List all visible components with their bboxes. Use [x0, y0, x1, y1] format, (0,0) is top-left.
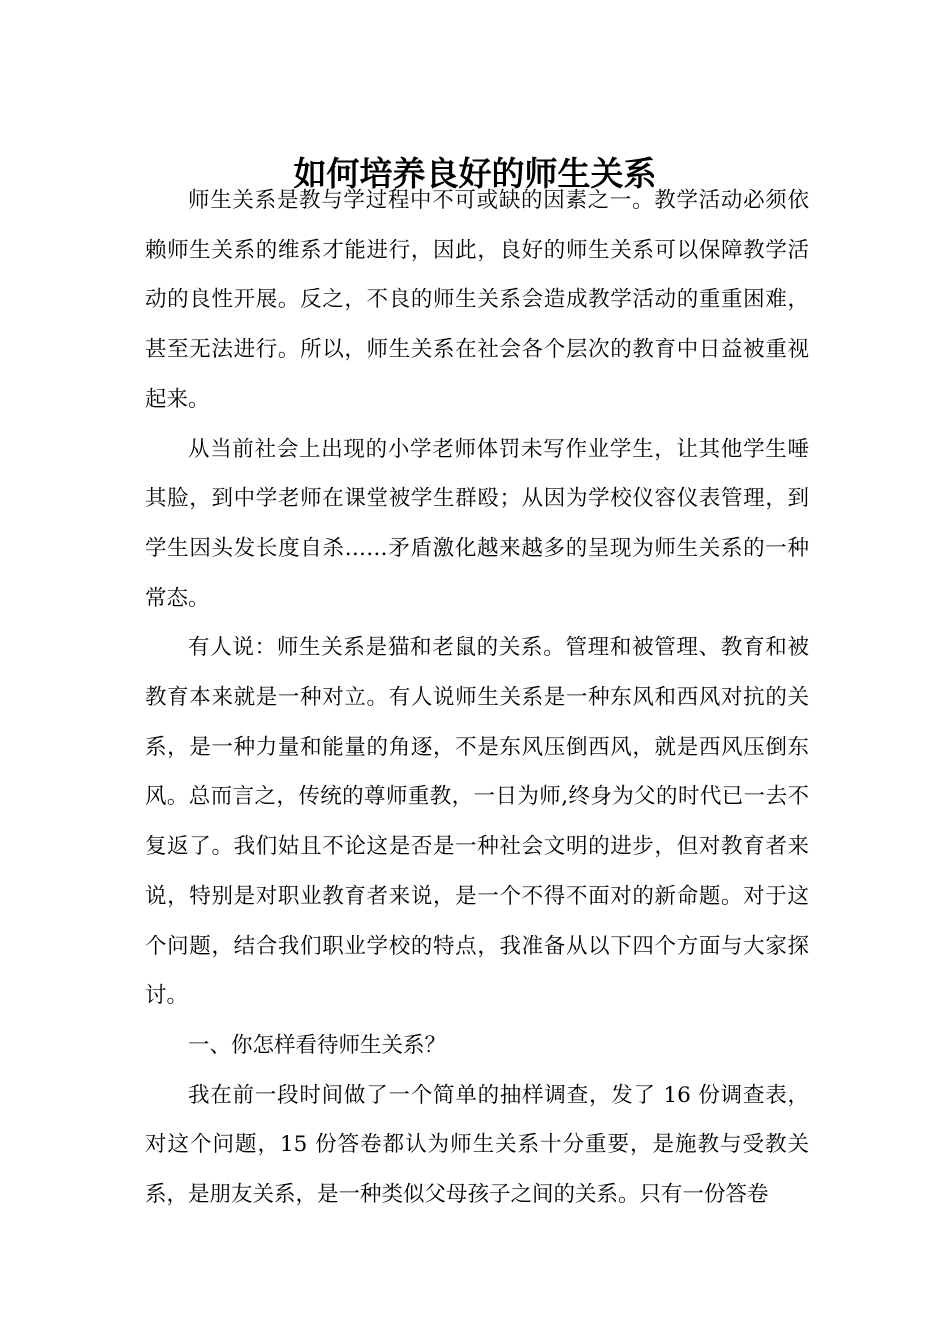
section-heading-1: 一、你怎样看待师生关系？: [188, 1032, 447, 1058]
paragraph-opinions: 有人说：师生关系是猫和老鼠的关系。管理和被管理、教育和被教育本来就是一种对立。有人说师生关系是一种东风和西风对抗的关系，是一种力量和能量的角逐，不是东风压倒西风，就是西风压倒东风。总而言之，传统的尊师重教，一日为师,终身为父的时代已一去不复返了。我们姑且不论这是否是一种社会文明的进步，但对教育者来说，特别是对职业教育者来说，是一个不得不面对的新命题。对于这个问题，结合我们职业学校的特点，我准备从以下四个方面与大家探讨。: [145, 635, 809, 1009]
paragraph-survey: 我在前一段时间做了一个简单的抽样调查，发了 16 份调查表，对这个问题，15 份答卷都认为师生关系十分重要，是施教与受教关系，是朋友关系，是一种类似父母孩子之间的关系。只有一份答卷: [145, 1082, 809, 1208]
paragraph-intro: 师生关系是教与学过程中不可或缺的因素之一。教学活动必须依赖师生关系的维系才能进行，因此，良好的师生关系可以保障教学活动的良性开展。反之，不良的师生关系会造成教学活动的重重困难，甚至无法进行。所以，师生关系在社会各个层次的教育中日益被重视起来。: [145, 188, 809, 412]
document-title: 如何培养良好的师生关系: [293, 154, 657, 194]
document-body: [145, 176, 809, 1220]
paragraph-current-situation: 从当前社会上出现的小学老师体罚未写作业学生，让其他学生唾其脸，到中学老师在课堂被学生群殴；从因为学校仪容仪表管理，到学生因头发长度自杀……矛盾激化越来越多的呈现为师生关系的一种常态。: [145, 436, 809, 611]
